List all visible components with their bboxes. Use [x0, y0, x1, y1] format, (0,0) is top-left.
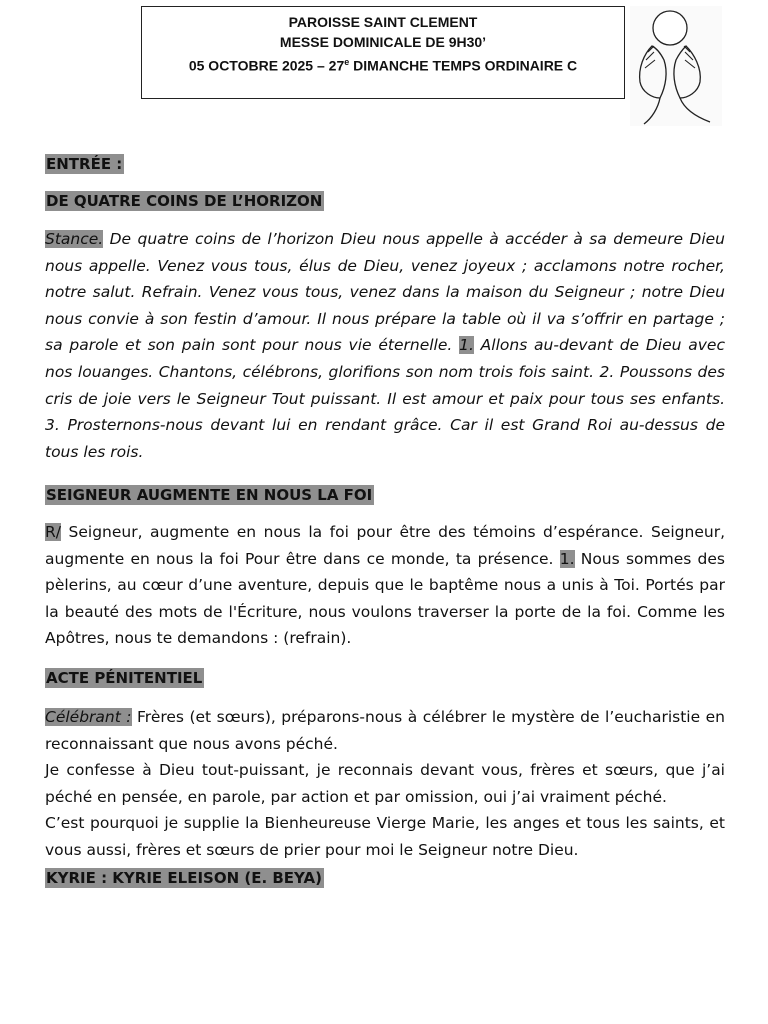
hands-raising-host-icon: [630, 6, 722, 126]
stance-label: Stance.: [45, 230, 104, 248]
chant2-lyrics: R/ Seigneur, augmente en nous la foi pour être des témoins d’espérance. Seigneur, augmente en nous la foi Pour être dans ce monde, ta présence. 1. Nous sommes des pèlerins, au cœur d’une aventure, depuis que le baptême nous a unis à Toi. Portés par la beauté des mots de l'Écriture, nous voulons traverser la porte de la foi. Comme les Apôtres, nous te demandons : (refrain).: [45, 523, 725, 648]
celebrant-text: Célébrant : Frères (et sœurs), préparons-nous à célébrer le mystère de l’eucharistie en reconnaissant que nous avons péché. Je confesse à Dieu tout-puissant, je reconnais devant vous, frères et sœurs, que j’ai péché en pensée, en parole, par action et par omission, oui j’ai vraiment péché. C’est pourquoi je supplie la Bienheureuse Vierge Marie, les anges et tous les saints, et vous aussi, frères et sœurs de prier pour moi le Seigneur notre Dieu.: [45, 704, 725, 864]
mass-date: 05 OCTOBRE 2025 – 27e DIMANCHE TEMPS ORDINAIRE C: [188, 57, 578, 74]
entree-heading: ENTRÉE :: [46, 155, 123, 173]
kyrie-title: KYRIE : KYRIE ELEISON (E. BEYA): [46, 869, 322, 887]
chant2-title: SEIGNEUR AUGMENTE EN NOUS LA FOI: [46, 486, 373, 504]
mass-time: MESSE DOMINICALE DE 9H30’: [279, 34, 487, 50]
acte-penitentiel-title: ACTE PÉNITENTIEL: [46, 669, 203, 687]
celebrant-label: Célébrant :: [45, 708, 132, 726]
verse-number: 1.: [559, 549, 575, 568]
header-box: [141, 6, 625, 99]
refrain-marker: R/: [45, 523, 61, 541]
chant1-lyrics: Stance. De quatre coins de l’horizon Dieu nous appelle à accéder à sa demeure Dieu nous appelle. Venez vous tous, élus de Dieu, venez joyeux ; acclamons notre rocher, notre salut. Refrain. Venez vous tous, venez dans la maison du Seigneur ; notre Dieu nous convie à son festin d’amour. Il nous prépare la table où il va s’offrir en partage ; sa parole et son pain sont pour nous vie éternelle. 1. Allons au-devant de Dieu avec nos louanges. Chantons, célébrons, glorifions son nom trois fois saint. 2. Poussons des cris de joie vers le Seigneur Tout puissant. Il est amour et paix pour tous ses enfants. 3. Prosternons-nous devant lui en rendant grâce. Car il est Grand Roi au-dessus de tous les rois.: [45, 230, 725, 461]
parish-name: PAROISSE SAINT CLEMENT: [288, 14, 478, 30]
verse-number: 1.: [459, 336, 474, 355]
chant1-title: DE QUATRE COINS DE L’HORIZON: [46, 192, 323, 210]
confiteor-part2: C’est pourquoi je supplie la Bienheureuse Vierge Marie, les anges et tous les saints, et vous aussi, frères et sœurs de prier pour moi le Seigneur notre Dieu.: [45, 814, 725, 859]
confiteor-part1: Je confesse à Dieu tout-puissant, je reconnais devant vous, frères et sœurs, que j’ai péché en pensée, en parole, par action et par omission, oui j’ai vraiment péché.: [45, 761, 725, 806]
